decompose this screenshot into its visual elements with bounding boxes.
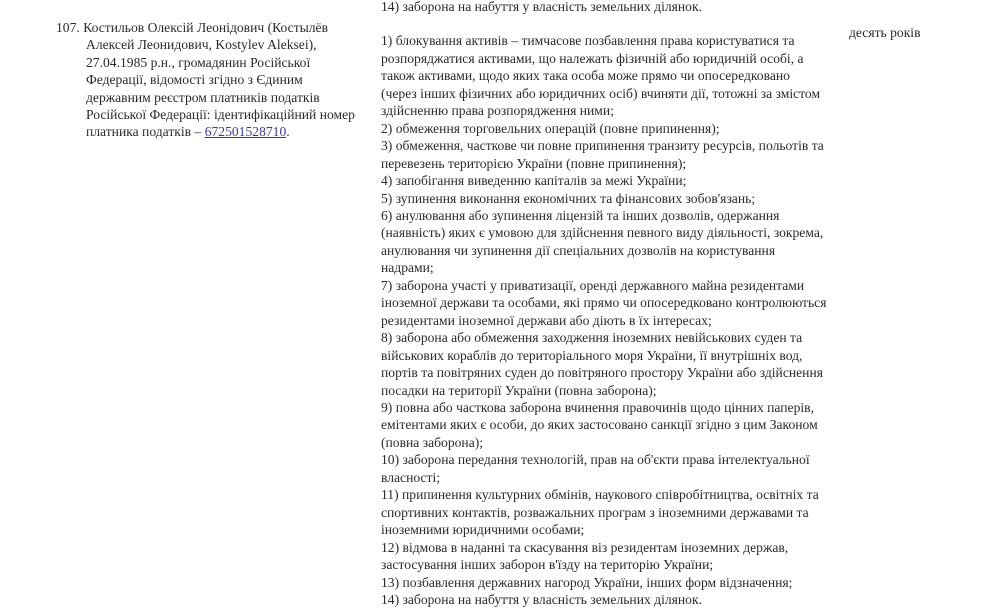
carryover-measure-line: 14) заборона на набуття у власність земельних ділянок. [381, 0, 702, 14]
measure-item: 13) позбавлення державних нагород України, інших форм відзначення; [381, 574, 793, 590]
measure-item: 14) заборона на набуття у власність земельних ділянок. [381, 591, 702, 607]
measure-item: 2) обмеження торговельних операцій (повне припинення); [381, 120, 720, 136]
measure-item: 8) заборона або обмеження заходження іноземних невійськових суден та військових кораблів до територіального моря України, її внутрішніх вод, портів та повітряних суден до повітряного простору України або здійснення посадки на території України (повна заборона); [381, 330, 823, 398]
entry-trailing-period: . [286, 124, 290, 140]
measure-item: 3) обмеження, часткове чи повне припинення транзиту ресурсів, польотів та перевезень територією України (повне припинення); [381, 138, 824, 171]
measure-item: 10) заборона передання технологій, прав на об'єкти права інтелектуальної власності; [381, 452, 810, 485]
measure-item: 6) анулювання або зупинення ліцензій та інших дозволів, одержання (наявність) яких є умовою для здійснення певного виду діяльності, зокрема, анулювання чи зупинення дії спеціальних дозволів на користування надрами; [381, 207, 824, 276]
measure-item: 4) запобігання виведенню капіталів за межі України; [381, 173, 687, 189]
measure-item: 5) зупинення виконання економічних та фінансових зобов'язань; [381, 190, 756, 206]
entry-number: 107. [56, 20, 80, 35]
measures-list [381, 32, 829, 608]
tax-id-link[interactable]: 672501528710 [204, 124, 287, 140]
measure-item: 1) блокування активів – тимчасове позбавлення права користуватися та розпоряджатися активами, що належать фізичній або юридичній особі, а також активами, щодо яких така особа може прямо чи опосередковано (через інших фізичних або юридичних осіб) вчиняти дії, тотожні за змістом здійсненню права розпорядження ними; [381, 33, 821, 119]
sanctioned-person-entry [56, 19, 356, 141]
entry-column [56, 19, 356, 141]
sanctioned-person-details: Костильов Олексій Леонідович (Костылёв Алексей Леонидович, Kostylev Aleksei), 27.04.1985 р.н., громадянин Російської Федерації, відомості згідно з Єдиним державним реєстром платників податків Російської Федерації: ідентифікаційний номер платника податків – [83, 20, 355, 140]
measure-item: 9) повна або часткова заборона вчинення правочинів щодо цінних паперів, емітентами яких є особи, до яких застосовано санкції згідно з цим Законом (повна заборона); [381, 399, 818, 450]
sanction-duration: десять років [849, 25, 921, 40]
measures-spacer [381, 15, 829, 32]
term-column [849, 24, 989, 41]
measure-item: 12) відмова в наданні та скасування віз резидентам іноземних держав, застосування інших заборон в'їзду на територію України; [381, 539, 789, 573]
measure-item: 11) припинення культурних обмінів, наукового співробітництва, освітніх та спортивних контактів, розважальних програм з іноземними державами та іноземними юридичними особами; [381, 487, 819, 538]
measure-item: 7) заборона участі у приватизації, оренді державного майна резидентами іноземної держави та особами, які прямо чи опосередковано контролюються резидентами іноземної держави або діють в їх інтересах; [381, 277, 827, 328]
measures-column [381, 0, 829, 608]
